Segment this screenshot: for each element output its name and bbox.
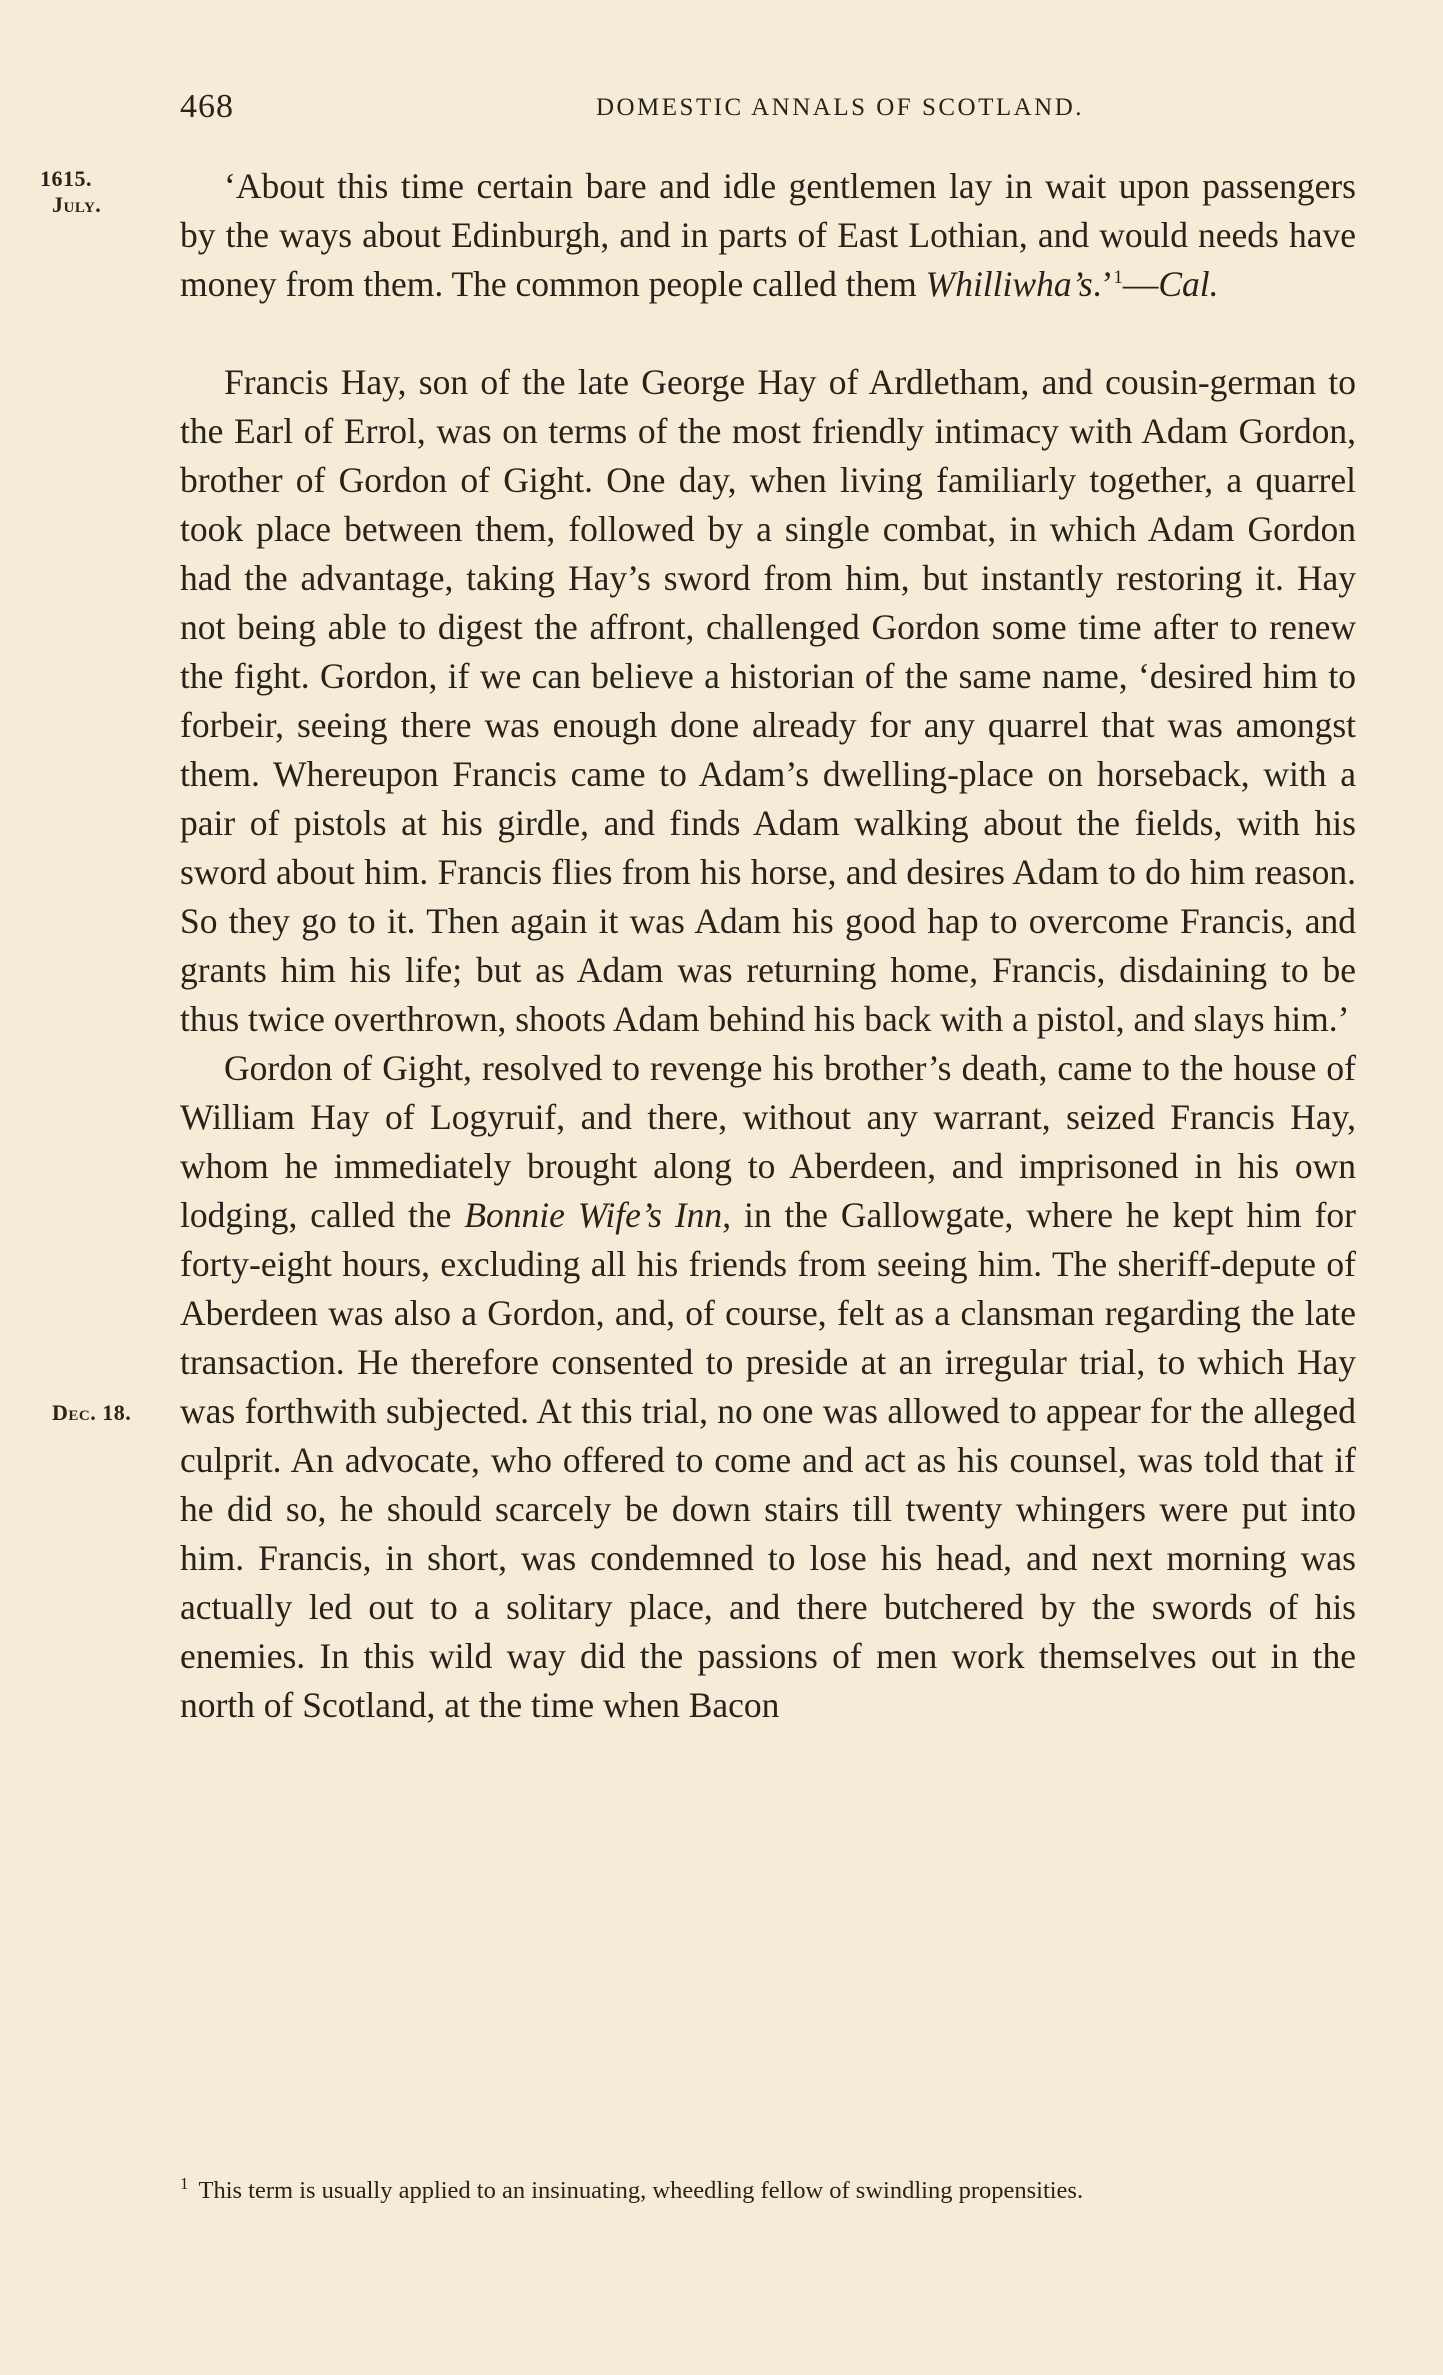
italic-inn-name: Bonnie Wife’s Inn: [464, 1195, 723, 1235]
footnote: [180, 2173, 1360, 2206]
page-header: [180, 88, 1360, 138]
paragraph-francis-hay: [180, 358, 1356, 1044]
paragraph-text: , in the Gallowgate, where he kept him for forty-eight hours, excluding all his friends from seeing him. The sheriff-depute of Aberdeen was also a Gordon, and, of course, felt as a clansman regarding the late transaction. He therefore consented to preside at an irregular trial, to which Hay was forthwith subjected. At this trial, no one was allowed to appear for the alleged culprit. An advocate, who offered to come and act as his counsel, was told that if he did so, he should scarcely be down stairs till twenty whingers were put into him. Francis, in short, was condemned to lose his head, and next morning was actually led out to a solitary place, and there butchered by the swords of his enemies. In this wild way did the passions of men work themselves out in the north of Scotland, at the time when Bacon: [180, 1195, 1356, 1725]
closing-quote: .’: [1092, 264, 1114, 304]
footnote-text: This term is usually applied to an insinuating, wheedling fellow of swindling propensities.: [198, 2177, 1084, 2204]
footnote-mark: 1: [180, 2173, 189, 2193]
margin-note-month: July.: [52, 192, 102, 217]
source-citation: Cal.: [1158, 264, 1219, 304]
paragraph-text: Francis Hay, son of the late George Hay of Ardletham, and cousin-german to the Earl of Errol, was on terms of the most friendly intimacy with Adam Gordon, brother of Gordon of Gight. One day, when living familiarly together, a quarrel took place between them, followed by a single combat, in which Adam Gordon had the advantage, taking Hay’s sword from him, but instantly restoring it. Hay not being able to digest the affront, challenged Gordon some time after to renew the fight. Gordon, if we can believe a historian of the same name, ‘desired him to forbeir, seeing there was enough done already for any quarrel that was amongst them. Whereupon Francis came to Adam’s dwelling-place on horseback, with a pair of pistols at his girdle, and finds Adam walking about the fields, with his sword about him. Francis flies from his horse, and desires Adam to do him reason. So they go to it. Then again it was Adam his good hap to overcome Francis, and grants him his life; but as Adam was returning home, Francis, disdaining to be thus twice overthrown, shoots Adam behind his back with a pistol, and slays him.’: [180, 362, 1356, 1039]
paragraph-text: Gordon of Gight, resolved to revenge his brother’s death, came to the house of William Hay of Logyruif, and there, without any warrant, seized Francis Hay, whom he immediately brought along to Aberdeen, and imprisoned in his own lodging, called the: [180, 1048, 1356, 1235]
margin-note-year: 1615.: [40, 166, 92, 191]
paragraph-whilliwhas: [180, 162, 1356, 309]
body-text: [180, 162, 1356, 1730]
footnote-reference: 1: [1113, 267, 1123, 289]
page-number: 468: [180, 88, 234, 125]
paragraph-text: ‘About this time certain bare and idle gentlemen lay in wait upon passengers by the ways about Edinburgh, and in parts of East Lothian, and would needs have money from them. The common people called them: [180, 166, 1356, 304]
running-head: DOMESTIC ANNALS OF SCOTLAND.: [595, 94, 1085, 121]
dash: —: [1122, 264, 1159, 304]
margin-note-date: Dec. 18.: [52, 1400, 132, 1425]
italic-term: Whilliwha’s: [925, 264, 1093, 304]
paragraph-gordon-of-gight: [180, 1044, 1356, 1730]
